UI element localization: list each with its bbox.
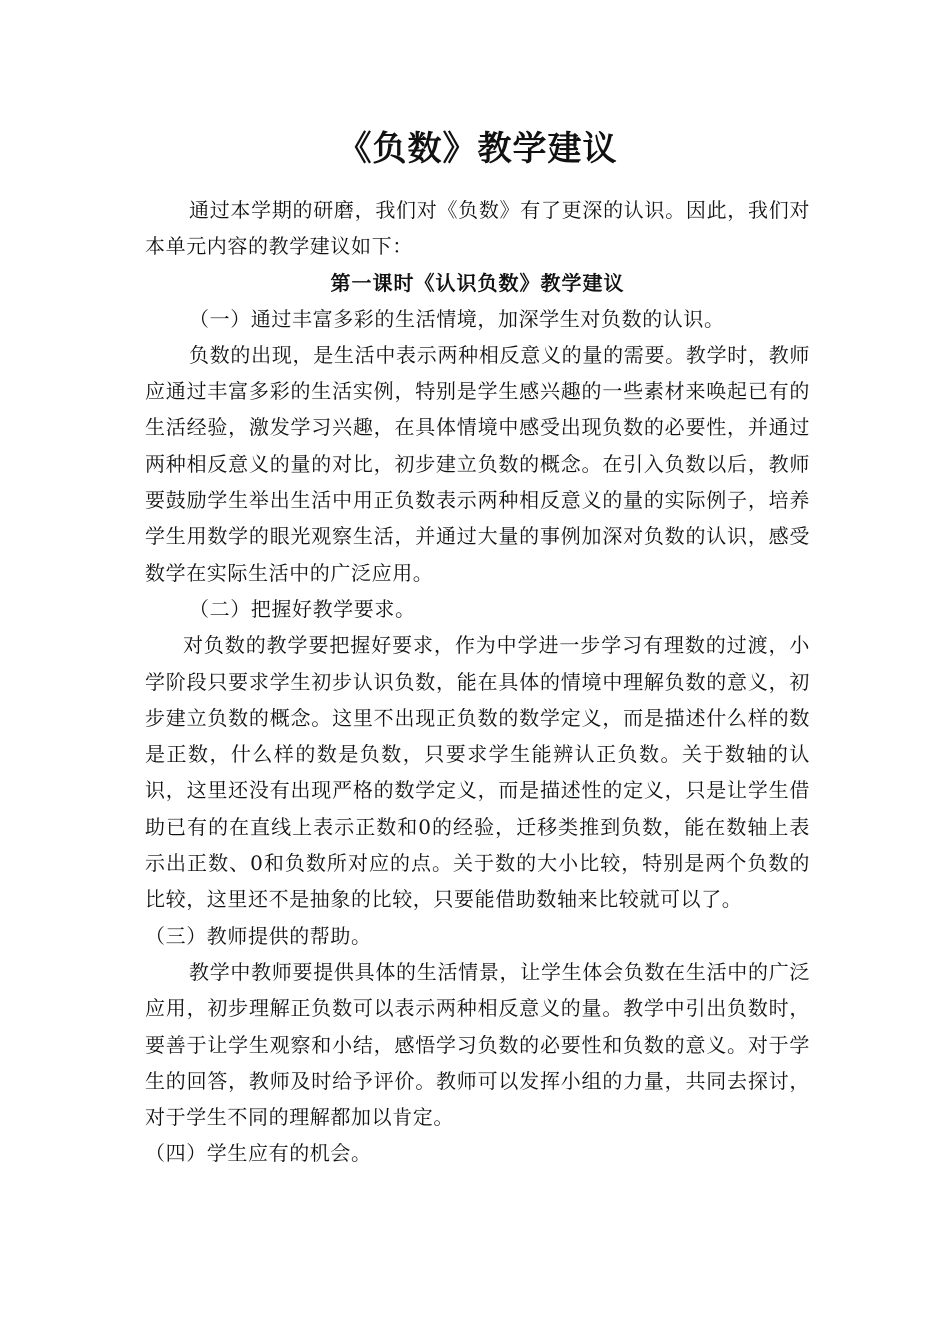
lesson1-heading: 第一课时《认识负数》教学建议 — [330, 270, 625, 295]
document-body — [145, 120, 810, 1172]
section3-heading: （三）教师提供的帮助。 — [145, 923, 372, 948]
section3-paragraph: 教学中教师要提供具体的生活情景，让学生体会负数在生活中的广泛应用，初步理解正负数可以表示两种相反意义的量。教学中引出负数时，要善于让学生观察和小结，感悟学习负数的必要性和负数的意义。对于学生的回答，教师及时给予评价。教师可以发挥小组的力量，共同去探讨，对于学生不同的理解都加以肯定。 — [145, 959, 810, 1130]
section2-heading: （二）把握好教学要求。 — [189, 596, 416, 621]
section1-heading: （一）通过丰富多彩的生活情境，加深学生对负数的认识。 — [189, 306, 725, 331]
document-title: 《负数》教学建议 — [337, 129, 618, 169]
section1-paragraph: 负数的出现，是生活中表示两种相反意义的量的需要。教学时，教师应通过丰富多彩的生活实例，特别是学生感兴趣的一些素材来唤起已有的生活经验，激发学习兴趣，在具体情境中感受出现负数的必要性，并通过两种相反意义的量的对比，初步建立负数的概念。在引入负数以后，教师要鼓励学生举出生活中用正负数表示两种相反意义的量的实际例子，培养学生用数学的眼光观察生活，并通过大量的事例加深对负数的认识，感受数学在实际生活中的广泛应用。 — [145, 342, 810, 585]
section4-heading: （四）学生应有的机会。 — [145, 1141, 372, 1166]
section2-paragraph: 对负数的教学要把握好要求，作为中学进一步学习有理数的过渡，小学阶段只要求学生初步认识负数，能在具体的情境中理解负数的意义，初步建立负数的概念。这里不出现正负数的数学定义，而是描述什么样的数是正数，什么样的数是负数，只要求学生能辨认正负数。关于数轴的认识，这里还没有出现严格的数学定义，而是描述性的定义，只是让学生借助已有的在直线上表示正数和0的经验，迁移类推到负数，能在数轴上表示出正数、0和负数所对应的点。关于数的大小比较，特别是两个负数的比较，这里还不是抽象的比较，只要能借助数轴来比较就可以了。 — [145, 633, 810, 912]
intro-paragraph: 通过本学期的研磨，我们对《负数》有了更深的认识。因此，我们对本单元内容的教学建议如下： — [145, 198, 810, 259]
